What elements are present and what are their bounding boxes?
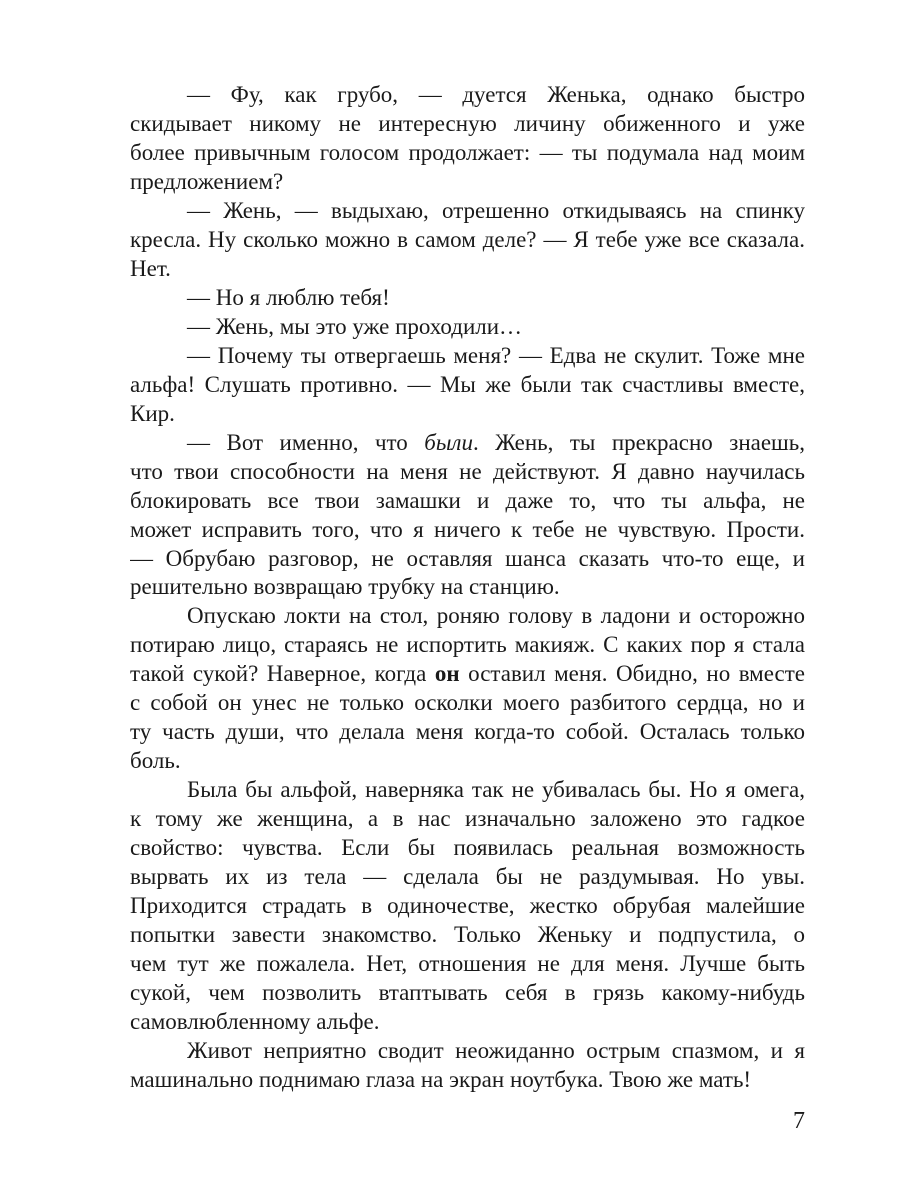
- text-line: [130, 602, 805, 631]
- text-line: [130, 81, 805, 110]
- text-line: [130, 342, 805, 371]
- text-line: [130, 110, 805, 139]
- text-segment: машинально поднимаю глаза на экран ноутбука. Твою же мать!: [130, 1066, 752, 1092]
- text-segment: кресла. Ну сколько можно в самом деле? — Я тебе уже все сказала.: [130, 226, 805, 252]
- text-segment: Живот неприятно сводит неожиданно острым спазмом, и я: [187, 1037, 805, 1063]
- text-line: [130, 689, 805, 718]
- text-line: [130, 805, 805, 834]
- text-line: [130, 139, 805, 168]
- text-line: [130, 979, 805, 1008]
- text-segment: — Почему ты отвергаешь меня? — Едва не скулит. Тоже мне: [187, 342, 805, 368]
- text-segment: вырвать их из тела — сделала бы не раздумывая. Но увы.: [130, 864, 805, 890]
- paragraph: [130, 776, 805, 1037]
- text-segment: Нет.: [130, 255, 171, 281]
- text-segment: боль.: [130, 748, 181, 774]
- text-line: [130, 834, 805, 863]
- text-segment: к тому же женщина, а в нас изначально заложено это гадкое: [130, 806, 805, 832]
- text-segment: ту часть души, что делала меня когда-то собой. Осталась только: [130, 719, 805, 745]
- text-segment: более привычным голосом продолжает: — ты подумала над моим: [130, 139, 805, 165]
- text-line: [130, 1037, 805, 1066]
- text-segment: . Жень, ты прекрасно знаешь,: [472, 429, 805, 455]
- text-line: [130, 371, 805, 400]
- text-line: [130, 747, 805, 776]
- text-line: [130, 776, 805, 805]
- paragraph: [130, 81, 805, 197]
- text-segment: такой сукой? Наверное, когда: [130, 661, 435, 687]
- text-segment: Кир.: [130, 400, 175, 426]
- text-segment: что твои способности на меня не действуют. Я давно научилась: [130, 458, 805, 484]
- text-line: [130, 660, 805, 689]
- text-segment: — Жень, — выдыхаю, отрешенно откидываясь на спинку: [187, 197, 805, 223]
- page-number: 7: [793, 1108, 805, 1134]
- text-line: [130, 255, 805, 284]
- text-segment: предложением?: [130, 168, 284, 194]
- text-segment: — Фу, как грубо, — дуется Женька, однако быстро: [187, 82, 805, 107]
- text-line: [130, 226, 805, 255]
- text-line: [130, 631, 805, 660]
- paragraph: [130, 197, 805, 284]
- text-segment: — Обрубаю разговор, не оставляя шанса сказать что-то еще, и: [130, 545, 805, 571]
- text-segment: сукой, чем позволить втаптывать себя в грязь какому-нибудь: [130, 980, 805, 1006]
- text-segment: решительно возвращаю трубку на станцию.: [130, 574, 560, 600]
- bold-text: он: [434, 661, 460, 687]
- text-segment: блокировать все твои замашки и даже то, что ты альфа, не: [130, 487, 805, 513]
- text-segment: самовлюбленному альфе.: [130, 1009, 380, 1034]
- text-line: [130, 950, 805, 979]
- text-segment: — Но я люблю тебя!: [187, 284, 390, 310]
- paragraph: [130, 429, 805, 603]
- text-line: [130, 1066, 805, 1095]
- text-line: [130, 458, 805, 487]
- text-line: [130, 573, 805, 602]
- text-line: [130, 1008, 805, 1037]
- text-segment: свойство: чувства. Если бы появилась реальная возможность: [130, 835, 805, 861]
- paragraph: [130, 284, 805, 313]
- text-segment: Приходится страдать в одиночестве, жестко обрубая малейшие: [130, 893, 805, 919]
- text-line: [130, 516, 805, 545]
- text-line: [130, 284, 805, 313]
- text-segment: попытки завести знакомство. Только Женьку и подпустила, о: [130, 922, 805, 948]
- text-line: [130, 400, 805, 429]
- text-line: [130, 197, 805, 226]
- text-line: [130, 168, 805, 197]
- paragraph: [130, 1037, 805, 1095]
- text-segment: Была бы альфой, наверняка так не убивалась бы. Но я омега,: [187, 777, 805, 803]
- italic-text: были: [424, 429, 473, 455]
- text-line: [130, 429, 805, 458]
- paragraph: [130, 342, 805, 429]
- text-line: [130, 718, 805, 747]
- page-body: [130, 81, 805, 1095]
- text-segment: с собой он унес не только осколки моего разбитого сердца, но и: [130, 690, 805, 716]
- text-line: [130, 545, 805, 574]
- text-segment: альфа! Слушать противно. — Мы же были так счастливы вместе,: [130, 371, 805, 397]
- paragraph: [130, 313, 805, 342]
- text-line: [130, 313, 805, 342]
- text-segment: оставил меня. Обидно, но вместе: [459, 661, 805, 687]
- text-segment: потираю лицо, стараясь не испортить макияж. С каких пор я стала: [130, 632, 805, 658]
- text-segment: может исправить того, что я ничего к тебе не чувствую. Прости.: [130, 516, 805, 542]
- text-line: [130, 921, 805, 950]
- text-segment: скидывает никому не интересную личину обиженного и уже: [130, 110, 805, 136]
- text-segment: Опускаю локти на стол, роняю голову в ладони и осторожно: [187, 603, 805, 629]
- text-segment: — Вот именно, что: [187, 429, 425, 455]
- text-line: [130, 892, 805, 921]
- paragraph: [130, 602, 805, 776]
- text-segment: чем тут же пожалела. Нет, отношения не для меня. Лучше быть: [130, 951, 805, 977]
- text-line: [130, 863, 805, 892]
- text-segment: — Жень, мы это уже проходили…: [187, 313, 523, 339]
- text-line: [130, 487, 805, 516]
